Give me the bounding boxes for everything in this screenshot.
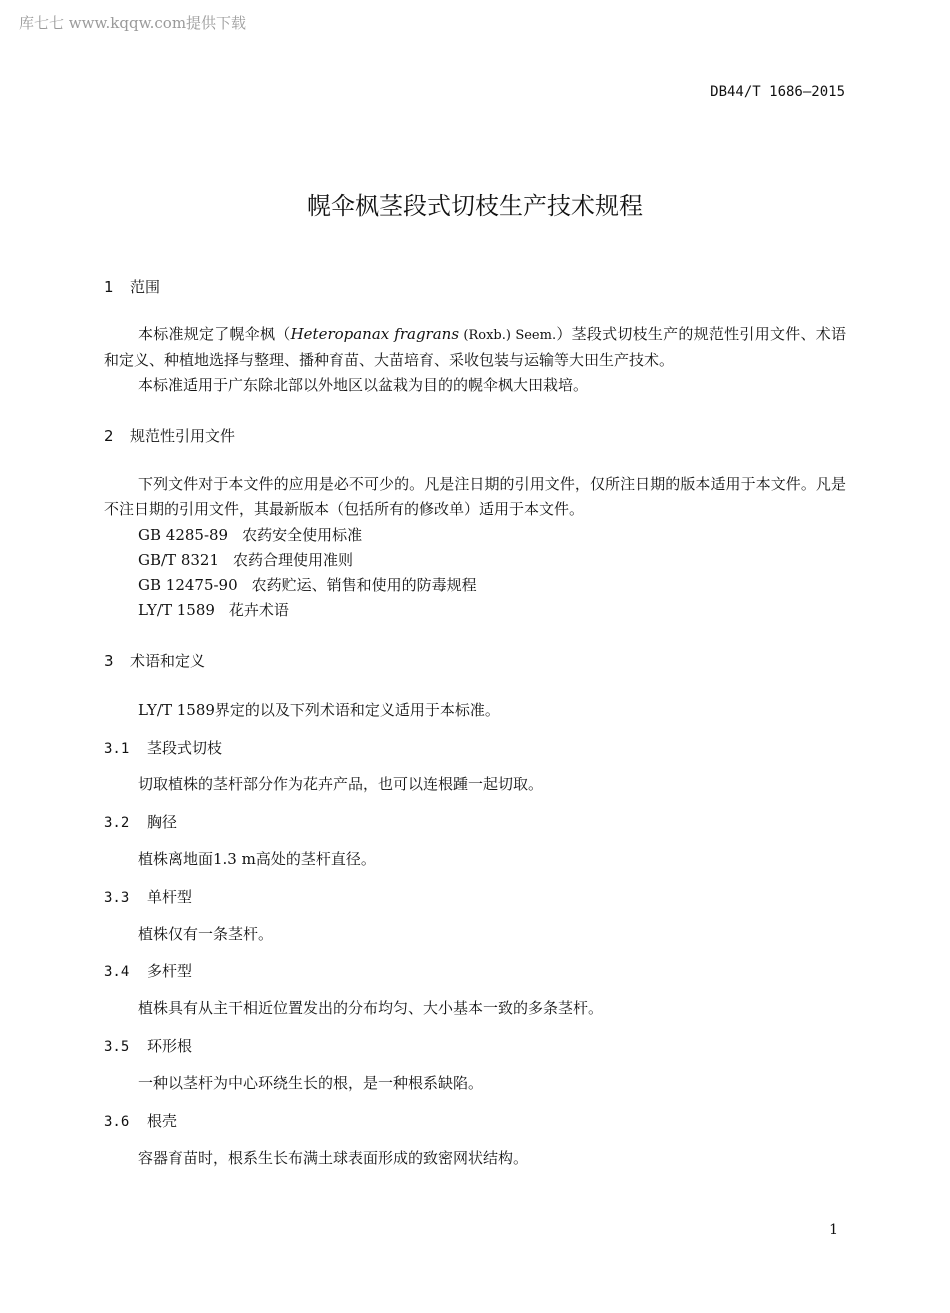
section-2-paragraph-1: 下列文件对于本文件的应用是必不可少的。凡是注日期的引用文件，仅所注日期的版本适用于本文件。凡是不注日期的引用文件，其最新版本（包括所有的修改单）适用于本文件。 [104, 475, 846, 518]
watermark: 库七七 www.kqqw.com提供下载 [19, 14, 247, 32]
section-1-paragraph-1 [104, 322, 846, 373]
reference-name: 花卉术语 [228, 601, 289, 619]
text-run: ）茎段式切枝生产的规范性引用文件、术语和定义、种植地选择与整理、播种育苗、大苗培育、采收包装与运输等大田生产技术。 [104, 325, 846, 369]
section-1-heading [104, 276, 160, 297]
section-3-intro: LY/T 1589界定的以及下列术语和定义适用于本标准。 [138, 701, 500, 719]
term-title: 根壳 [147, 1112, 178, 1130]
latin-name: Heteropanax fragrans [290, 325, 460, 343]
term-definition: 植株具有从主干相近位置发出的分布均匀、大小基本一致的多条茎杆。 [138, 999, 604, 1017]
term-number: 3.3 [104, 890, 130, 906]
term-heading [104, 886, 192, 907]
term-number: 3.5 [104, 1039, 130, 1055]
section-title: 术语和定义 [130, 652, 206, 670]
section-number: 2 [104, 427, 114, 445]
reference-name: 农药贮运、销售和使用的防毒规程 [251, 576, 477, 594]
reference-code: GB/T 8321 [138, 551, 220, 569]
document-title: 幌伞枫茎段式切枝生产技术规程 [307, 192, 643, 220]
section-number: 3 [104, 652, 114, 670]
reference-item [138, 549, 353, 570]
term-heading [104, 1035, 192, 1056]
term-title: 单杆型 [147, 888, 193, 906]
term-number: 3.6 [104, 1114, 130, 1130]
term-heading [104, 737, 222, 758]
section-1-paragraph-2: 本标准适用于广东除北部以外地区以盆栽为目的的幌伞枫大田栽培。 [138, 376, 589, 394]
term-heading [104, 811, 177, 832]
term-definition: 一种以茎杆为中心环绕生长的根，是一种根系缺陷。 [138, 1074, 484, 1092]
author-citation: (Roxb.) Seem. [459, 328, 557, 343]
section-2-heading [104, 425, 235, 446]
reference-item [138, 574, 477, 595]
section-3-heading [104, 650, 205, 671]
section-number: 1 [104, 278, 114, 296]
term-definition: 植株离地面1.3 m高处的茎杆直径。 [138, 850, 376, 868]
term-definition: 切取植株的茎杆部分作为花卉产品，也可以连根踵一起切取。 [138, 775, 544, 793]
reference-code: GB 4285-89 [138, 526, 229, 544]
term-number: 3.4 [104, 964, 130, 980]
term-number: 3.1 [104, 741, 130, 757]
term-heading [104, 960, 192, 981]
term-definition: 容器育苗时，根系生长布满土球表面形成的致密网状结构。 [138, 1149, 529, 1167]
term-title: 环形根 [147, 1037, 193, 1055]
reference-name: 农药安全使用标准 [242, 526, 363, 544]
term-definition: 植株仅有一条茎杆。 [138, 925, 274, 943]
term-title: 多杆型 [147, 962, 193, 980]
term-title: 胸径 [147, 813, 178, 831]
term-title: 茎段式切枝 [147, 739, 223, 757]
section-title: 范围 [130, 278, 161, 296]
term-heading [104, 1110, 177, 1131]
reference-name: 农药合理使用准则 [233, 551, 354, 569]
page-number: 1 [829, 1222, 838, 1238]
standard-number: DB44/T 1686—2015 [710, 84, 845, 100]
reference-code: LY/T 1589 [138, 601, 215, 619]
section-title: 规范性引用文件 [130, 427, 236, 445]
reference-item [138, 599, 289, 620]
reference-code: GB 12475-90 [138, 576, 238, 594]
reference-item [138, 524, 362, 545]
term-number: 3.2 [104, 815, 130, 831]
text-run: 本标准规定了幌伞枫（ [138, 325, 291, 343]
